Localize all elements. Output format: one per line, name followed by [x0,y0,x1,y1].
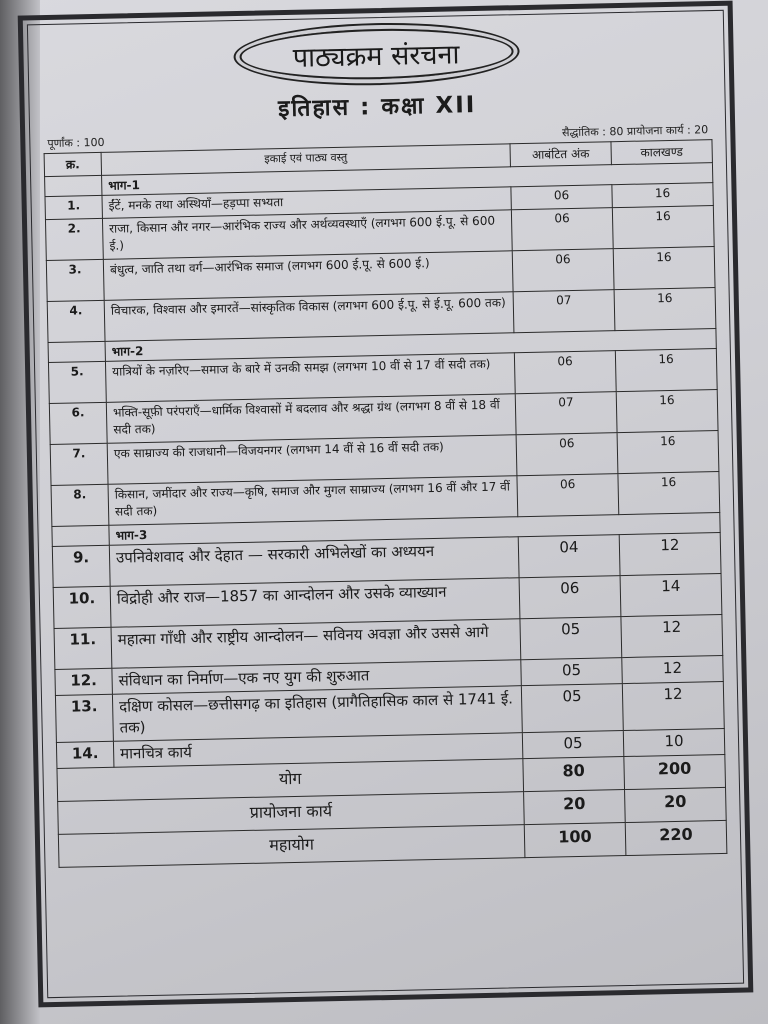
row-unit: राजा, किसान और नगर—आरंभिक राज्य और अर्थव्यवस्थाएँ (लगभग 600 ई.पू. से 600 ई.) [102,210,512,260]
row-periods: 12 [622,681,724,730]
row-unit: विद्रोही और राज—1857 का आन्दोलन और उसके व्याख्यान [110,578,520,628]
project-periods: 20 [625,787,727,822]
row-number: 7. [50,443,108,485]
row-marks: 07 [513,290,615,333]
syllabus-content [41,16,730,990]
part-label: भाग-3 [109,513,720,546]
row-marks: 06 [511,185,612,210]
row-periods: 12 [621,614,723,657]
total-periods: 200 [624,754,726,789]
row-marks: 06 [517,474,619,517]
row-periods: 14 [620,573,722,616]
row-periods: 16 [615,349,717,392]
part-label: भाग-1 [102,163,713,196]
grand-total-marks: 100 [524,823,626,858]
syllabus-table [44,139,728,868]
header-marks: आबंटित अंक [510,142,611,167]
row-unit: यात्रियों के नज़रिए—समाज के बारे में उनकी समझ (लगभग 10 वीं से 17 वीं सदी तक) [105,353,515,403]
row-marks: 05 [520,617,622,660]
full-marks: पूर्णांक : 100 [47,135,105,151]
row-unit: भक्ति-सूफ़ी परंपराएँ—धार्मिक विश्वासों में बदलाव और श्रद्धा ग्रंथ (लगभग 8 वीं से 18 वीं सदी तक) [106,394,516,444]
project-label: प्रायोजना कार्य [58,792,525,835]
row-periods: 16 [617,431,719,474]
row-unit: मानचित्र कार्य [113,733,522,768]
row-unit: संविधान का निर्माण—एक नए युग की शुरुआत [112,660,521,695]
header-periods: कालखण्ड [611,140,712,165]
row-marks: 06 [516,433,618,476]
row-number: 2. [45,218,103,260]
row-unit: किसान, जमींदार और राज्य—कृषि, समाज और मुगल साम्राज्य (लगभग 16 वीं और 17 वीं सदी तक) [108,476,518,526]
row-marks: 05 [521,658,623,686]
project-marks: 20 [524,790,626,825]
row-periods: 16 [614,288,716,331]
row-number: 8. [51,484,109,526]
row-marks: 06 [511,208,613,251]
row-marks: 05 [521,684,623,733]
row-number: 6. [49,402,107,444]
row-number: 12. [55,668,113,695]
row-periods: 16 [616,390,718,433]
row-unit: उपनिवेशवाद और देहात — सरकारी अभिलेखों का अध्ययन [109,537,519,587]
subject-title: इतिहास : कक्षा XII [277,92,477,123]
row-periods: 12 [619,532,721,575]
row-unit: विचारक, विश्वास और इमारतें—सांस्कृतिक विकास (लगभग 600 ई.पू. से ई.पू. 600 तक) [104,292,514,342]
row-number: 13. [55,694,113,742]
part-label: भाग-2 [105,329,716,362]
header-unit: इकाई एवं पाठ्य वस्तु [101,144,510,176]
row-unit: दक्षिण कोसल—छत्तीसगढ़ का इतिहास (प्रागैतिहासिक काल से 1741 ई. तक) [112,686,522,742]
row-unit: बंधुत्व, जाति तथा वर्ग—आरंभिक समाज (लगभग 600 ई.पू. से 600 ई.) [103,251,513,301]
grand-total-label: महायोग [58,825,525,868]
grand-total-periods: 220 [625,820,727,855]
row-periods: 12 [622,655,724,683]
row-marks: 07 [515,392,617,435]
total-marks: 80 [523,757,625,792]
row-marks: 05 [522,731,624,759]
row-periods: 10 [623,728,725,756]
total-label: योग [57,759,524,802]
row-number: 10. [53,586,111,628]
row-unit: महात्मा गाँधी और राष्ट्रीय आन्दोलन— सविनय अवज्ञा और उससे आगे [111,619,521,669]
page-border [18,1,754,1008]
row-marks: 04 [518,535,620,578]
row-number: 9. [52,545,110,587]
theory-project-marks: सैद्धांतिक : 80 प्रायोजना कार्य : 20 [561,123,709,140]
row-marks: 06 [519,576,621,619]
header-serial: क्र. [44,152,101,176]
row-periods: 16 [613,247,715,290]
row-number: 11. [54,627,112,669]
row-number: 1. [45,195,102,219]
row-periods: 16 [612,206,714,249]
row-marks: 06 [514,351,616,394]
row-number: 3. [46,259,104,301]
row-marks: 06 [512,249,614,292]
row-periods: 16 [612,183,713,208]
row-periods: 16 [618,472,720,515]
row-number: 4. [47,300,105,342]
row-unit: ईंटें, मनके तथा अस्थियाँ—हड़प्पा सभ्यता [102,187,511,219]
row-unit: एक साम्राज्य की राजधानी—विजयनगर (लगभग 14 वीं से 16 वीं सदी तक) [107,435,517,485]
page-title: पाठ्यक्रम संरचना [239,26,514,82]
row-number: 14. [56,741,114,768]
row-number: 5. [48,361,106,403]
